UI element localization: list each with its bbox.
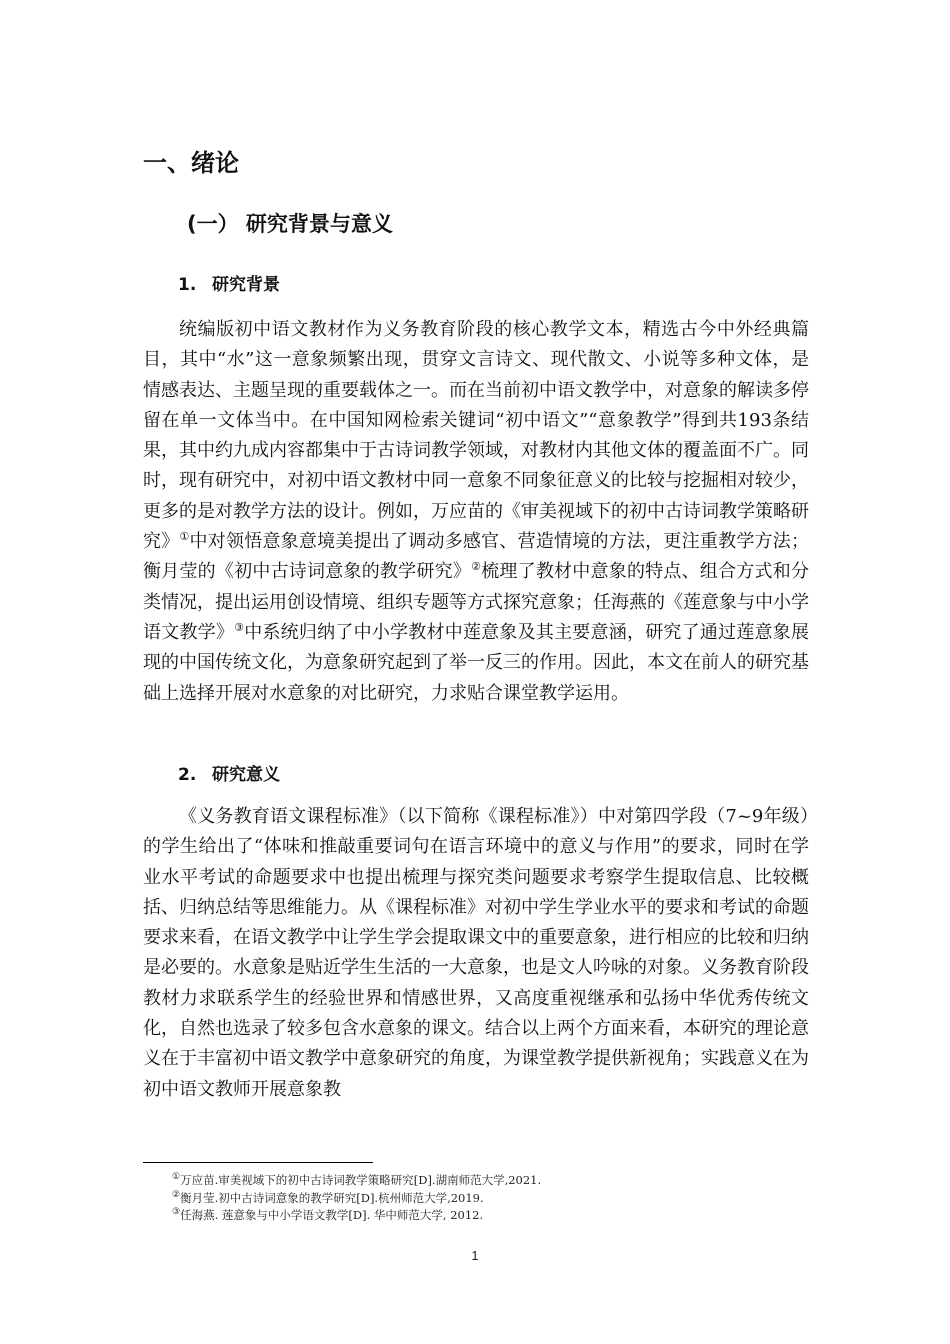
footnote-text: 衡月莹.初中古诗词意象的教学研究[D].杭州师范大学,2019. bbox=[180, 1190, 484, 1205]
subsection-title: 研究背景 bbox=[212, 275, 280, 295]
paragraph-text: 中对领悟意象意境美提出了调动多感官、营造情境的方法，更注重教学方法；衡月莹的《初中古诗词意象的教学研究》 bbox=[143, 531, 809, 583]
subsection-heading-significance bbox=[178, 760, 280, 785]
footnote-text: 任海燕. 莲意象与中小学语文教学[D]. 华中师范大学, 2012. bbox=[180, 1208, 484, 1222]
footnote-item bbox=[172, 1190, 541, 1208]
subsection-heading-background bbox=[178, 270, 280, 295]
page-number: 1 bbox=[471, 1248, 479, 1263]
footnote-ref-3[interactable]: ③ bbox=[234, 620, 245, 634]
footnote-text: 万应苗.审美视域下的初中古诗词教学策略研究[D].湖南师范大学,2021. bbox=[180, 1173, 542, 1187]
chapter-heading: 一、绪论 bbox=[143, 149, 239, 177]
paragraph-text: 梳理了教材中意象的特点、组合方式和分类情况，提出运用创设情境、组织专题等方式探究意象；任海燕的《莲意象与中小学语文教学》 bbox=[143, 561, 809, 643]
subsection-number: 1. bbox=[178, 275, 197, 295]
footnote-mark: ② bbox=[172, 1189, 181, 1200]
footnote-ref-2[interactable]: ② bbox=[471, 560, 482, 574]
subsection-number: 2. bbox=[178, 765, 197, 785]
paragraph-text: 统编版初中语文教材作为义务教育阶段的核心教学文本，精选古今中外经典篇目，其中“水”这一意象频繁出现，贯穿文言诗文、现代散文、小说等多种文体，是情感表达、主题呈现的重要载体之一。而在当前初中语文教学中，对意象的解读多停留在单一文体当中。在中国知网检索关键词“初中语文”“意象教学”得到共193条结果，其中约九成内容都集中于古诗词教学领域，对教材内其他文体的覆盖面不广。同时，现有研究中，对初中语文教材中同一意象不同象征意义的比较与挖掘相对较少，更多的是对教学方法的设计。例如，万应苗的《审美视域下的初中古诗词教学策略研究》 bbox=[143, 319, 809, 553]
footnote-item bbox=[172, 1172, 541, 1190]
paragraph-text: 中系统归纳了中小学教材中莲意象及其主要意涵，研究了通过莲意象展现的中国传统文化，为意象研究起到了举一反三的作用。因此，本文在前人的研究基础上选择开展对水意象的对比研究，力求贴合课堂教学运用。 bbox=[143, 621, 810, 704]
footnote-mark: ① bbox=[172, 1172, 181, 1183]
footnote-divider bbox=[143, 1162, 373, 1163]
paragraph-background bbox=[143, 315, 809, 709]
paragraph-significance: 《义务教育语文课程标准》（以下简称《课程标准》）中对第四学段（7~9年级）的学生给出了“体味和推敲重要词句在语言环境中的意义与作用”的要求，同时在学业水平考试的命题要求中也提出梳理与探究类问题要求考察学生提取信息、比较概括、归纳总结等思维能力。从《课程标准》对初中学生学业水平的要求和考试的命题要求来看，在语文教学中让学生学会提取课文中的重要意象，进行相应的比较和归纳是必要的。水意象是贴近学生生活的一大意象，也是文人吟咏的对象。义务教育阶段教材力求联系学生的经验世界和情感世界，又高度重视继承和弘扬中华优秀传统文化，自然也选录了较多包含水意象的课文。结合以上两个方面来看，本研究的理论意义在于丰富初中语文教学中意象研究的角度，为课堂教学提供新视角；实践意义在为初中语文教师开展意象教 bbox=[143, 806, 809, 1100]
subsection-title: 研究意义 bbox=[212, 765, 280, 785]
footnote-item bbox=[172, 1207, 541, 1225]
footnote-ref-1[interactable]: ① bbox=[179, 530, 190, 544]
footnotes bbox=[172, 1172, 541, 1225]
footnote-mark: ③ bbox=[172, 1207, 181, 1218]
section-heading: (一） 研究背景与意义 bbox=[187, 212, 393, 236]
